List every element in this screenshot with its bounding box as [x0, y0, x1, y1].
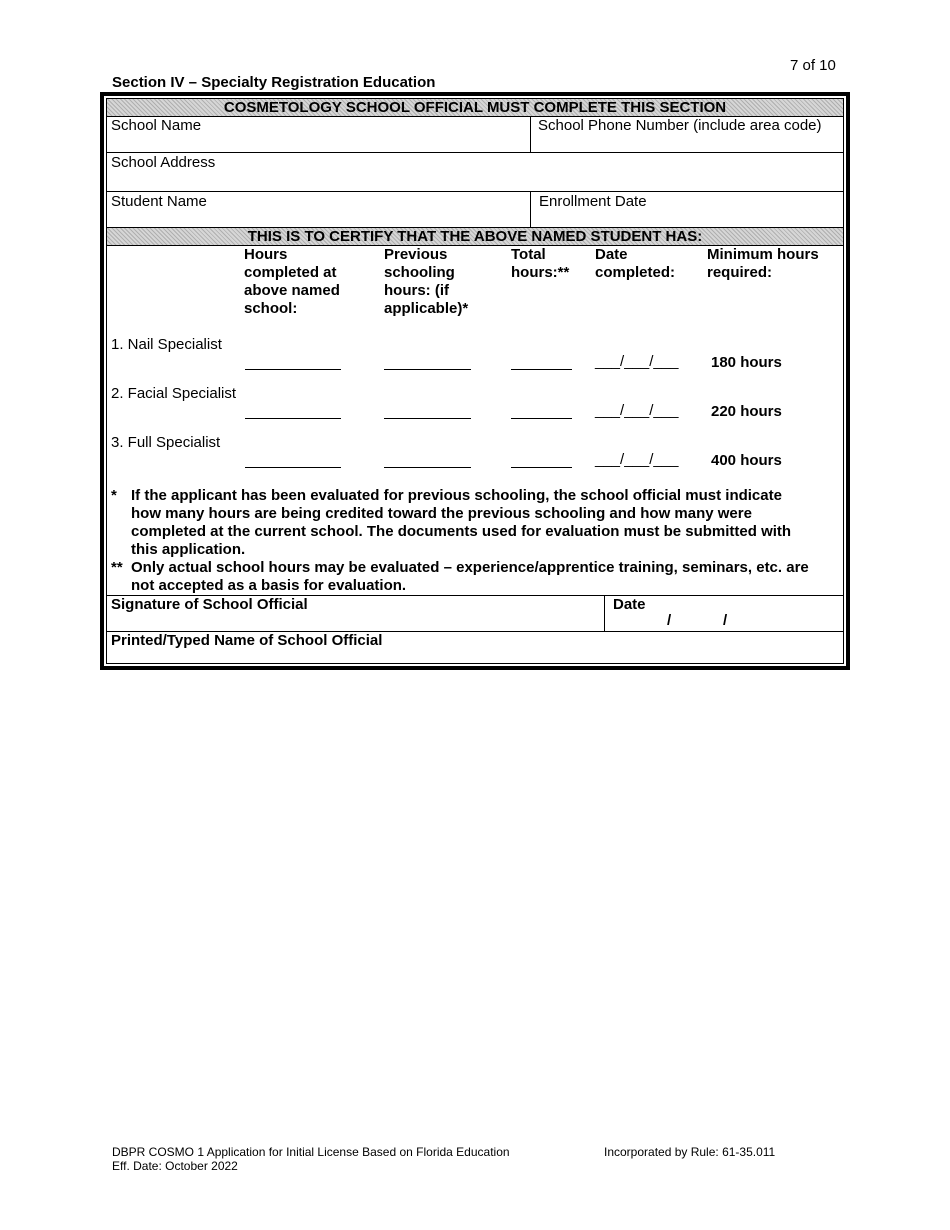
school-official-form: [100, 92, 850, 670]
full-total-hours-field[interactable]: [511, 467, 572, 468]
facial-specialist-label: 2. Facial Specialist: [111, 385, 237, 402]
note-star-marker: *: [111, 487, 117, 504]
note-double-star-marker: **: [111, 559, 123, 576]
date-slash-1: /: [667, 612, 672, 629]
footer-form-title: DBPR COSMO 1 Application for Initial License Based on Florida Education: [112, 1145, 510, 1159]
col-hours-completed: Hours completed at above named school:: [244, 246, 340, 317]
col-total-hours: Total hours:**: [511, 246, 570, 281]
certify-band: THIS IS TO CERTIFY THAT THE ABOVE NAMED STUDENT HAS:: [107, 228, 843, 245]
nail-previous-hours-field[interactable]: [384, 369, 471, 370]
section-title: Section IV – Specialty Registration Education: [112, 74, 436, 91]
footer-form-info: [112, 1145, 510, 1173]
header-band: COSMETOLOGY SCHOOL OFFICIAL MUST COMPLETE THIS SECTION: [107, 99, 843, 116]
school-name-label: School Name: [111, 117, 202, 134]
student-name-label: Student Name: [111, 193, 207, 210]
note-actual-hours: Only actual school hours may be evaluated – experience/apprentice training, seminars, etc. are not accepted as a basis for evaluation.: [131, 559, 809, 594]
printed-name-label: Printed/Typed Name of School Official: [111, 632, 383, 649]
page-number: 7 of 10: [790, 57, 836, 74]
school-phone-label: School Phone Number (include area code): [538, 117, 822, 134]
footer-rule: Incorporated by Rule: 61-35.011: [604, 1145, 776, 1159]
nail-date-field[interactable]: ___/___/___: [595, 353, 679, 370]
col-date-completed: Date completed:: [595, 246, 676, 281]
facial-date-field[interactable]: ___/___/___: [595, 402, 679, 419]
full-specialist-label: 3. Full Specialist: [111, 434, 221, 451]
school-address-label: School Address: [111, 154, 216, 171]
nail-specialist-label: 1. Nail Specialist: [111, 336, 222, 353]
nail-hours-completed-field[interactable]: [245, 369, 341, 370]
full-minimum-hours: 400 hours: [711, 452, 782, 469]
col-minimum-hours: Minimum hours required:: [707, 246, 819, 281]
date-label: Date: [613, 596, 646, 613]
date-slash-2: /: [723, 612, 728, 629]
facial-total-hours-field[interactable]: [511, 418, 572, 419]
full-hours-completed-field[interactable]: [245, 467, 341, 468]
note-previous-schooling: If the applicant has been evaluated for previous schooling, the school official must indicate how many hours are being credited toward the previous schooling and how many were completed at the current school. The documents used for evaluation must be submitted with this application.: [131, 487, 792, 558]
facial-previous-hours-field[interactable]: [384, 418, 471, 419]
signature-label: Signature of School Official: [111, 596, 308, 613]
facial-minimum-hours: 220 hours: [711, 403, 782, 420]
nail-minimum-hours: 180 hours: [711, 354, 782, 371]
col-previous-hours: Previous schooling hours: (if applicable)*: [384, 246, 469, 317]
full-previous-hours-field[interactable]: [384, 467, 471, 468]
facial-hours-completed-field[interactable]: [245, 418, 341, 419]
footer-eff-date: Eff. Date: October 2022: [112, 1159, 238, 1173]
nail-total-hours-field[interactable]: [511, 369, 572, 370]
enrollment-date-label: Enrollment Date: [539, 193, 647, 210]
full-date-field[interactable]: ___/___/___: [595, 451, 679, 468]
